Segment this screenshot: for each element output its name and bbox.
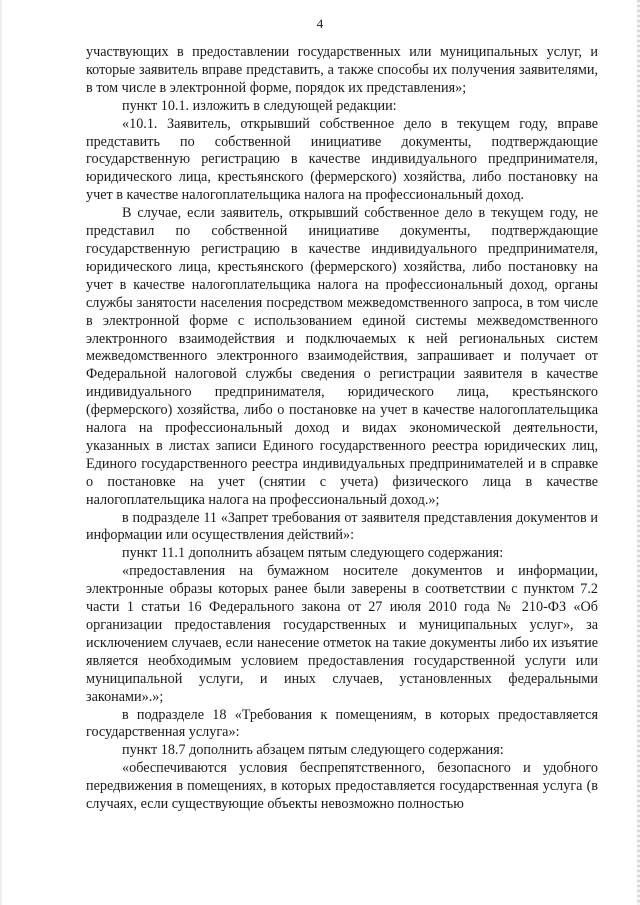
paragraph-item-18-7-intro: пункт 18.7 дополнить абзацем пятым следующего содержания: bbox=[122, 742, 504, 759]
paragraph-item-18-7-text: «обеспечиваются условия беспрепятственного, безопасного и удобного передвижения в помещениях, в которых предоставляется государственная услуга (в случаях, если существующие объекты невозможно полностью bbox=[86, 760, 598, 813]
paragraph-item-11-1-text: «предоставления на бумажном носителе документов и информации, электронные образы которых ранее были заверены в соответствии с пунктом 7.2 части 1 статьи 16 Федерального закона от 27 июля 2010 года № 210-ФЗ «Об организации предоставления государственных и муниципальных услуг», за исключением случаев, если нанесение отметок на такие документы либо их изъятие является необходимым условием предоставления государственной услуги или муниципальной услуги, и иных случаев, установленных федеральными законами».»; bbox=[86, 563, 598, 705]
paragraph-interagency-request: В случае, если заявитель, открывший собственное дело в текущем году, не представил по собственной инициативе документы, подтверждающие государственную регистрацию в качестве индивидуального предпринимателя, юридического лица, крестьянского (фермерского) хозяйства, либо постановку на учет в качестве налогоплательщика налога на профессиональный доход, органы службы занятости населения посредством межведомственного запроса, в том числе в электронной форме с использованием единой системы межведомственного электронного взаимодействия и подключаемых к ней региональных систем межведомственного электронного взаимодействия, запрашивает и получает от Федеральной налоговой службы сведения о регистрации заявителя в качестве индивидуального предпринимателя, юридического лица, крестьянского (фермерского) хозяйства, либо о постановке на учет в качестве налогоплательщика налога на профессиональный доход и видах экономической деятельности, указанных в листах записи Единого государственного реестра юридических лиц, Единого государственного реестра индивидуальных предпринимателей и в справке о постановке на учет (снятии с учета) физического лица в качестве налогоплательщика налога на профессиональный доход.»; bbox=[86, 205, 598, 508]
page-number: 4 bbox=[316, 16, 324, 31]
paragraph-item-10-1-text: «10.1. Заявитель, открывший собственное дело в текущем году, вправе представить по собственной инициативе документы, подтверждающие государственную регистрацию в качестве индивидуального предпринимателя, юридического лица, крестьянского (фермерского) хозяйства, либо постановку на учет в качестве налогоплательщика налога на профессиональный доход. bbox=[86, 115, 598, 204]
paragraph-subsection-11: в подразделе 11 «Запрет требования от заявителя представления документов и информации или осуществления действий»: bbox=[86, 509, 598, 544]
paragraph-subsection-18: в подразделе 18 «Требования к помещениям, в которых предоставляется государственная услуга»: bbox=[86, 706, 598, 741]
paragraph-item-10-1-intro: пункт 10.1. изложить в следующей редакции: bbox=[122, 97, 397, 114]
paragraph-item-11-1-intro: пункт 11.1 дополнить абзацем пятым следующего содержания: bbox=[122, 545, 504, 562]
paragraph-continuation: участвующих в предоставлении государственных или муниципальных услуг, и которые заявитель вправе представить, а также способы их получения заявителями, в том числе в электронной форме, порядок их представления»; bbox=[86, 44, 598, 96]
scan-edge-left bbox=[0, 0, 2, 905]
document-body bbox=[86, 44, 598, 814]
